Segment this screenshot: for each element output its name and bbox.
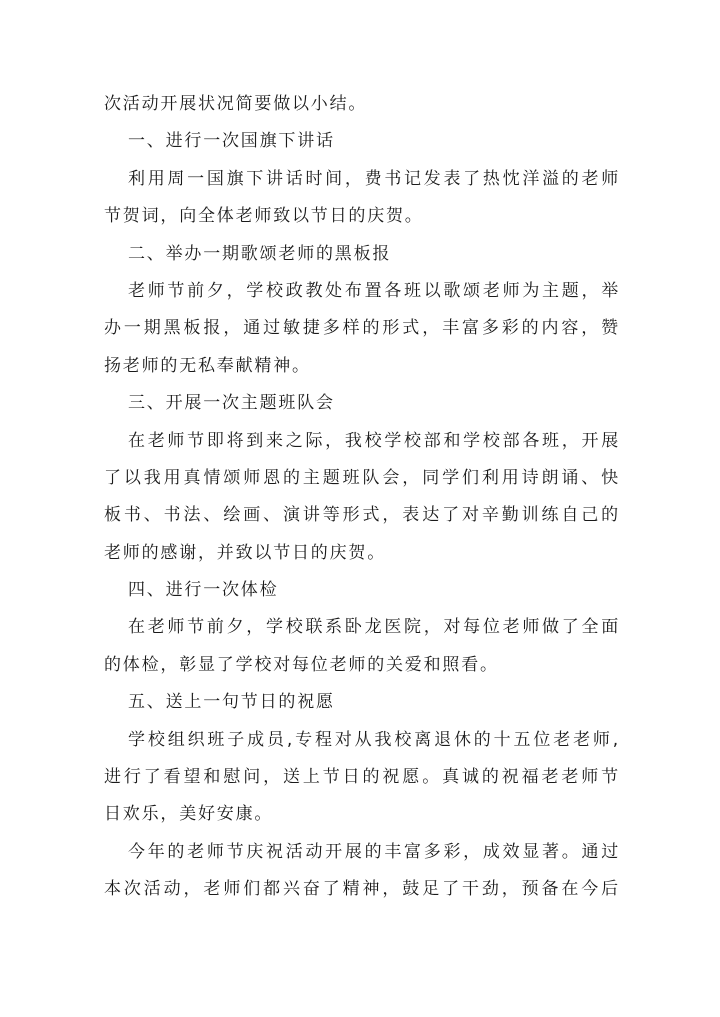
paragraph-line: 老师的感谢，并致以节日的庆贺。 (104, 542, 386, 563)
section-heading: 四、进行一次体检 (128, 580, 279, 601)
paragraph-line: 办一期黑板报，通过敏捷多样的形式，丰富多彩的内容，赞 (104, 318, 620, 339)
paragraph-line: 板书、书法、绘画、演讲等形式，表达了对辛勤训练自己的 (104, 505, 620, 526)
paragraph-line: 老师节前夕，学校政教处布置各班以歌颂老师为主题，举 (128, 280, 620, 301)
section-heading: 三、开展一次主题班队会 (128, 393, 335, 414)
paragraph-line: 日欢乐，美好安康。 (104, 804, 274, 825)
section-heading: 二、举办一期歌颂老师的黑板报 (128, 243, 392, 264)
paragraph-line: 今年的老师节庆祝活动开展的丰富多彩，成效显著。通过 (128, 841, 620, 862)
paragraph-line: 本次活动，老师们都兴奋了精神，鼓足了干劲，预备在今后 (104, 879, 620, 900)
section-heading: 一、进行一次国旗下讲话 (128, 131, 335, 152)
paragraph-line: 扬老师的无私奉献精神。 (104, 355, 311, 376)
paragraph-line: 了以我用真情颂师恩的主题班队会，同学们利用诗朗诵、快 (104, 467, 620, 488)
paragraph-line: 在老师节即将到来之际，我校学校部和学校部各班，开展 (128, 430, 620, 451)
paragraph-line: 的体检，彰显了学校对每位老师的关爱和照看。 (104, 654, 499, 675)
document-body (104, 86, 620, 909)
paragraph-line: 进行了看望和慰问，送上节日的祝愿。真诚的祝福老老师节 (104, 767, 620, 788)
section-heading: 五、送上一句节日的祝愿 (128, 692, 335, 713)
paragraph-line: 次活动开展状况简要做以小结。 (104, 94, 368, 114)
paragraph-line: 节贺词，向全体老师致以节日的庆贺。 (104, 206, 424, 227)
paragraph-line: 利用周一国旗下讲话时间，费书记发表了热忱洋溢的老师 (128, 168, 620, 189)
paragraph-line: 学校组织班子成员,专程对从我校离退休的十五位老老师, (128, 729, 620, 750)
paragraph-line: 在老师节前夕，学校联系卧龙医院，对每位老师做了全面 (128, 617, 620, 638)
